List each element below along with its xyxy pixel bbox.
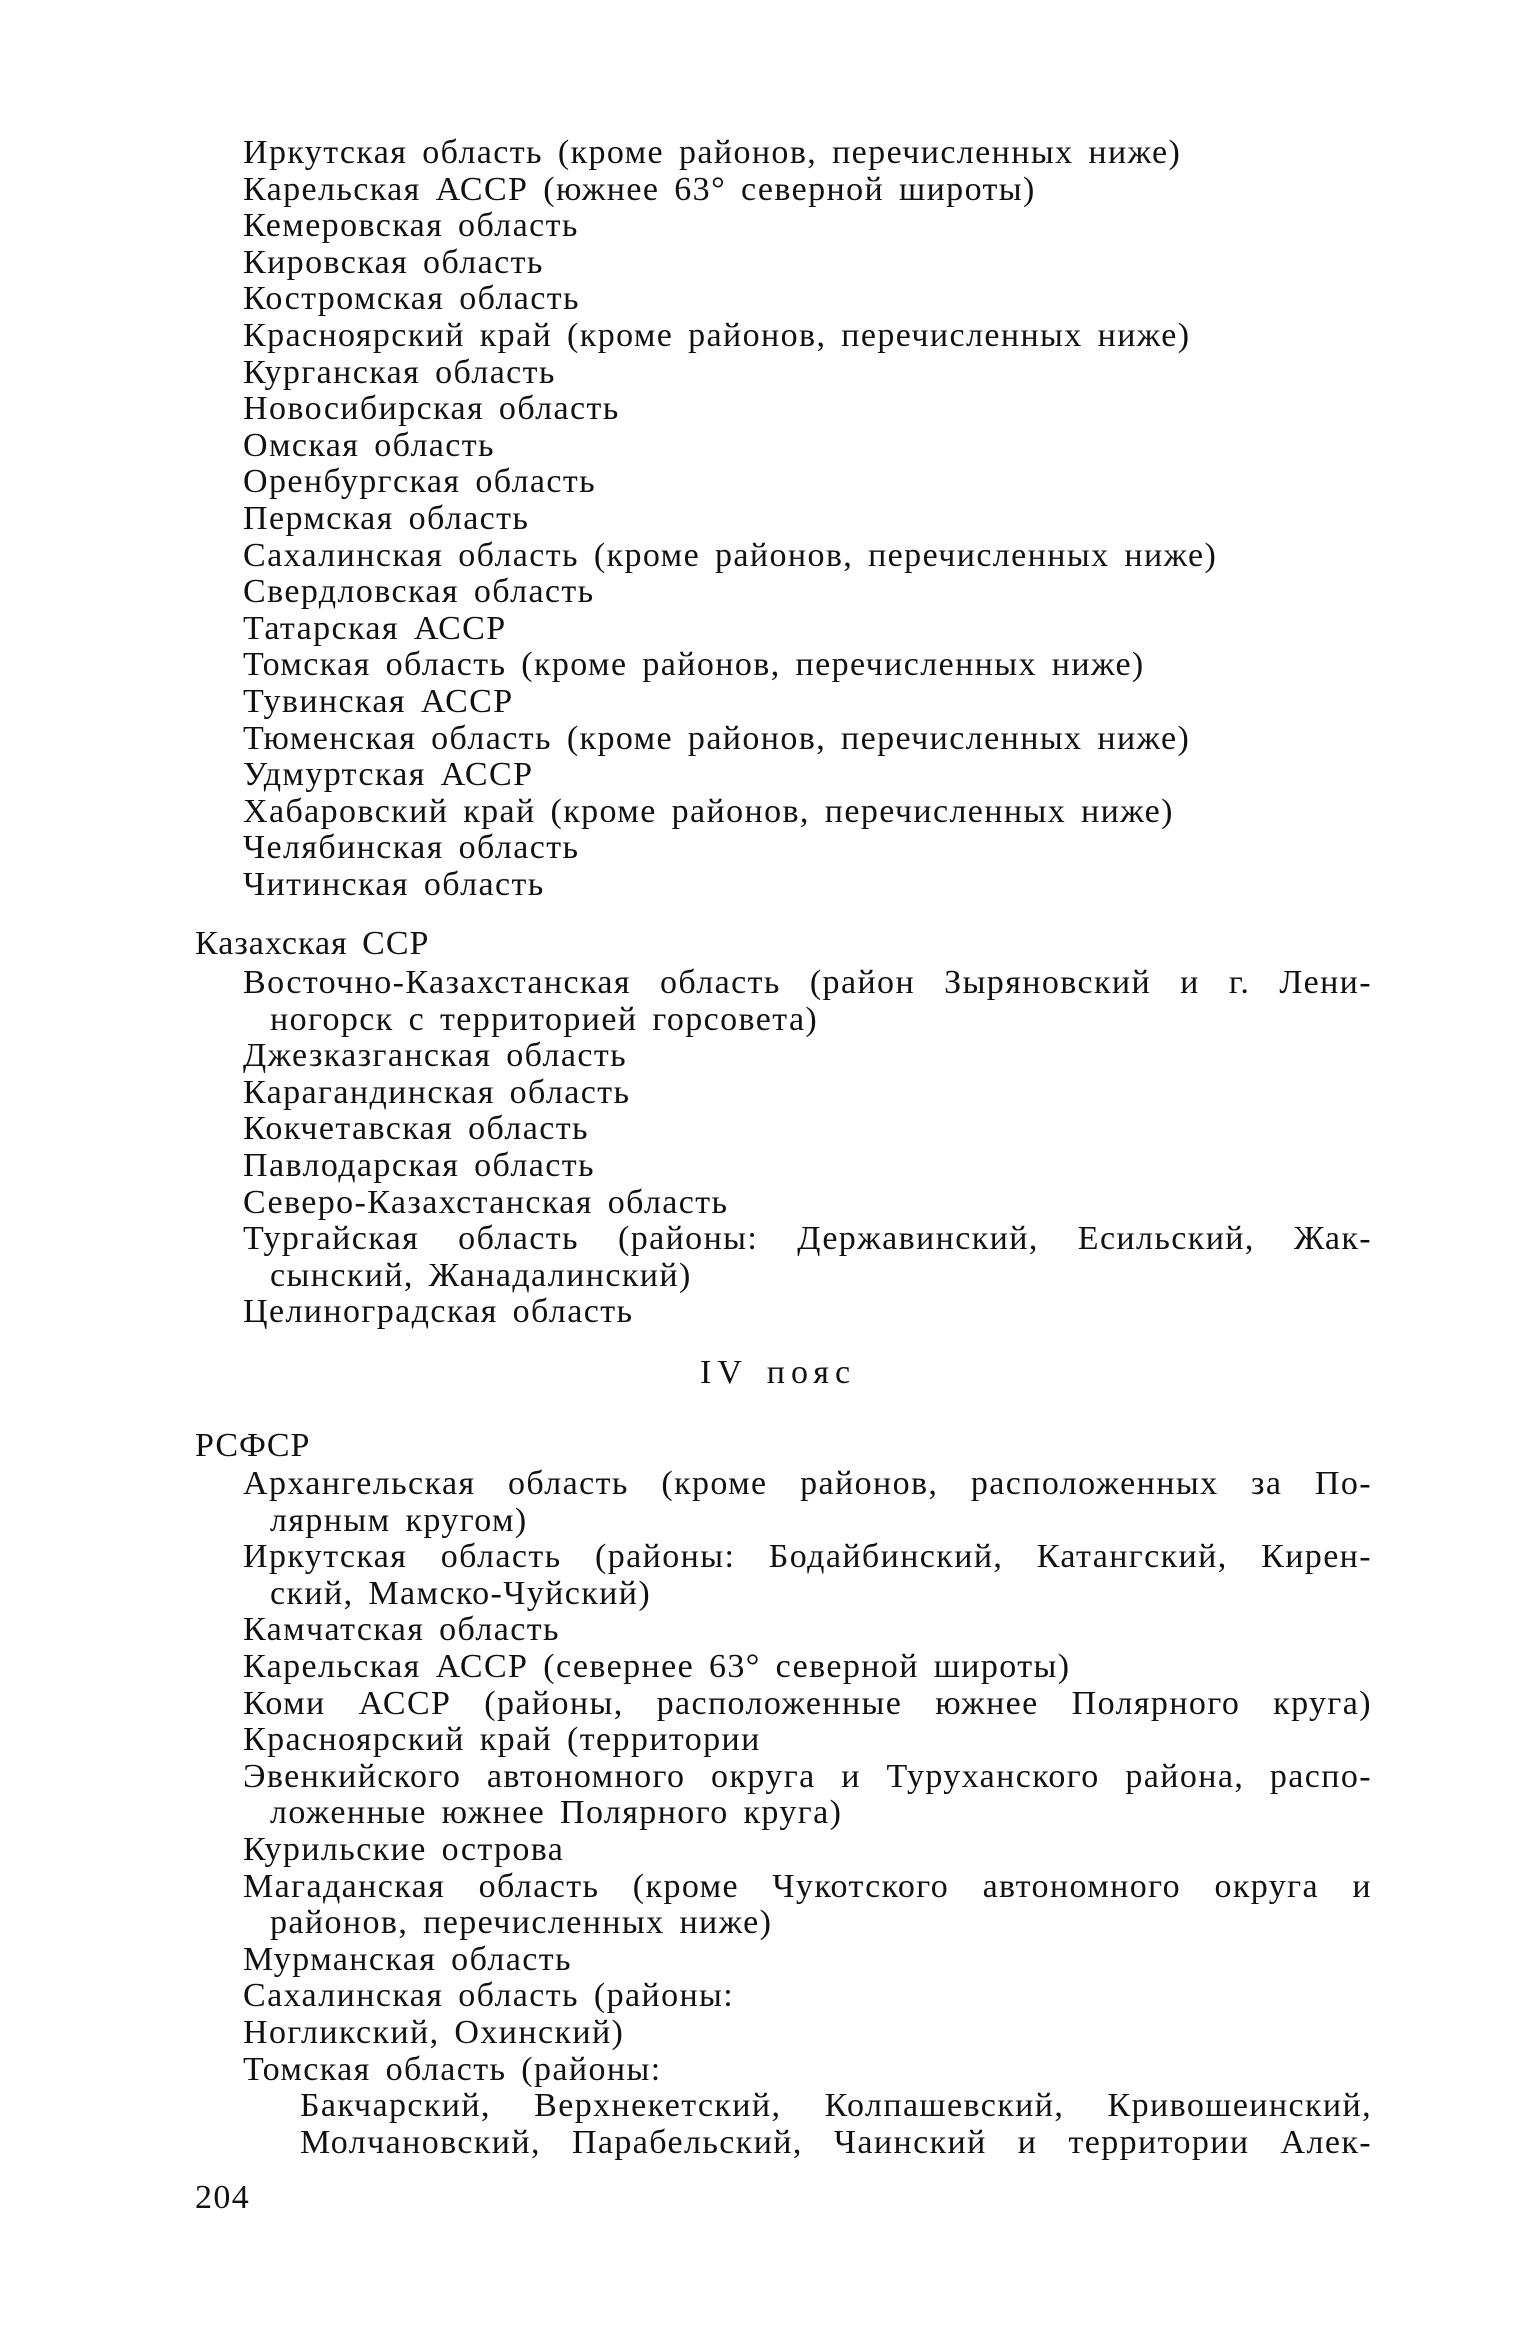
region-item: районов, перечисленных ниже) [270,1904,773,1942]
region-item: Целиноградская область [243,1293,634,1331]
region-item: лярным кругом) [270,1501,528,1539]
region-item: Тувинская АССР [243,683,514,720]
region-item: Эвенкийского автономного округа и Туруханского района, распо- [243,1757,1372,1795]
region-item: Удмуртская АССР [243,756,534,794]
region-item: Коми АССР (районы, расположенные южнее Полярного круга) [243,1684,1372,1722]
region-item: Ногликский, Охинский) [243,2014,625,2051]
region-item: Костромская область [243,280,580,318]
region-item: Свердловская область [243,573,595,611]
region-item: сынский, Жанадалинский) [270,1256,692,1294]
section-header-rsfsr: РСФСР [195,1427,311,1464]
region-item: Восточно-Казахстанская область (район Зыряновский и г. Лени- [243,964,1372,1001]
page-number: 204 [195,2179,251,2216]
region-item: Мурманская область [243,1940,572,1978]
region-item: Омская область [243,426,495,464]
region-item: Сахалинская область (районы: [243,1977,735,2015]
region-item: Курганская область [243,353,556,391]
region-item: Павлодарская область [243,1147,595,1184]
region-item: Татарская АССР [243,609,507,647]
region-item: Томская область (районы: [243,2050,662,2088]
region-item: Красноярский край (кроме районов, перечисленных ниже) [243,317,1191,354]
region-item: Пермская область [243,500,530,537]
zone-title: IV пояс [700,1354,857,1391]
region-item: Карельская АССР (севернее 63° северной широты) [243,1648,1071,1685]
region-item: Челябинская область [243,829,580,867]
region-item: ложенные южнее Полярного круга) [270,1794,843,1832]
region-item: Читинская область [243,866,545,903]
region-item: Тюменская область (кроме районов, перечисленных ниже) [243,719,1191,757]
region-item: Хабаровский край (кроме районов, перечисленных ниже) [243,792,1174,830]
region-item: Оренбургская область [243,463,597,501]
region-item: Иркутская область (кроме районов, перечисленных ниже) [243,134,1182,171]
region-item: Кокчетавская область [243,1110,589,1148]
region-item: Тургайская область (районы: Державинский, Есильский, Жак- [243,1220,1372,1258]
region-item: Магаданская область (кроме Чукотского автономного округа и [243,1867,1372,1905]
region-item: Курильские острова [243,1831,565,1868]
region-item: Северо-Казахстанская область [243,1183,729,1221]
region-item: Красноярский край (территории [243,1721,761,1759]
section-header-kazakh: Казахская ССР [195,925,430,962]
region-item: Сахалинская область (кроме районов, перечисленных ниже) [243,536,1218,574]
region-item: Камчатская область [243,1611,560,1649]
region-item: Карагандинская область [243,1073,631,1111]
region-item: Кемеровская область [243,207,579,245]
region-item: ский, Мамско-Чуйский) [270,1574,652,1612]
region-item: Иркутская область (районы: Бодайбинский, Катангский, Кирен- [243,1538,1372,1576]
region-item: ногорск с территорией горсовета) [270,1000,819,1038]
region-item: Томская область (кроме районов, перечисленных ниже) [243,646,1145,684]
region-item: Карельская АССР (южнее 63° северной широты) [243,170,1036,208]
region-item: Молчановский, Парабельский, Чаинский и территории Алек- [300,2123,1372,2161]
region-item: Новосибирская область [243,390,620,428]
region-item: Кировская область [243,243,544,281]
region-item: Джезказганская область [243,1037,628,1075]
region-item: Бакчарский, Верхнекетский, Колпашевский, Кривошеинский, [300,2087,1372,2125]
region-item: Архангельская область (кроме районов, расположенных за По- [243,1465,1372,1502]
